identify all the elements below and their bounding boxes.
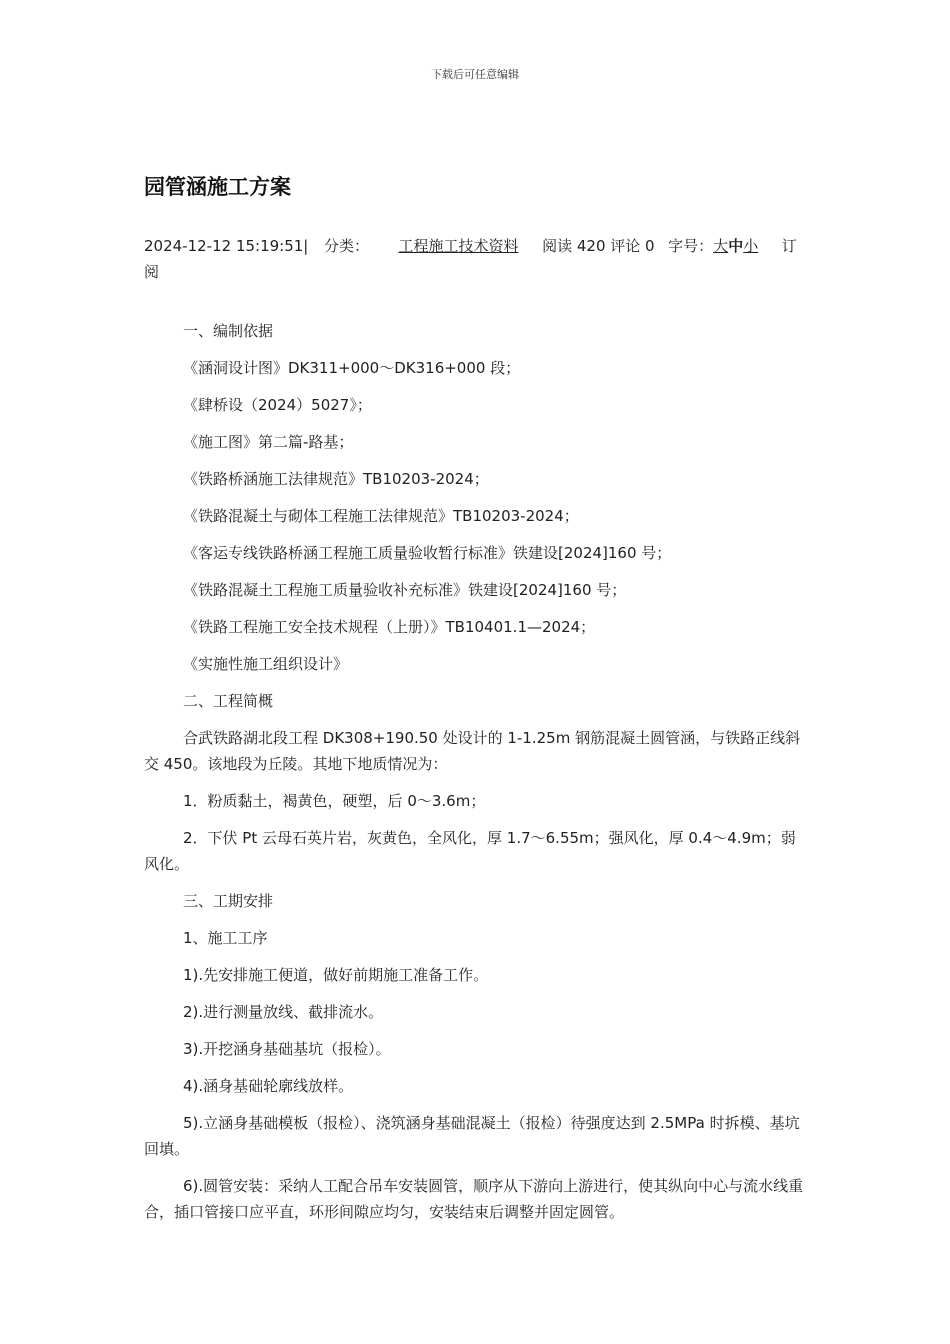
procedure-step: 4).涵身基础轮廓线放样。 [183, 1077, 354, 1095]
article-meta [144, 233, 806, 285]
post-datetime: 2024-12-12 15:19:51| [144, 237, 309, 255]
reference-item: 《肆桥设（2024）5027》； [183, 396, 372, 414]
geology-item: 1．粉质黏土，褐黄色，硬塑，后 0～3.6m； [183, 792, 486, 810]
font-size-label: 字号： [668, 237, 714, 255]
subsection-heading-procedure: 1、施工工序 [183, 929, 268, 947]
reference-item: 《涵洞设计图》DK311+000～DK316+000 段； [183, 359, 521, 377]
reference-item: 《铁路桥涵施工法律规范》TB10203-2024； [183, 470, 489, 488]
section-heading-basis: 一、编制依据 [183, 322, 274, 340]
reference-item: 《铁路混凝土与砌体工程施工法律规范》TB10203-2024； [183, 507, 579, 525]
section-heading-schedule: 三、工期安排 [183, 892, 274, 910]
reference-item: 《铁路工程施工安全技术规程（上册）》TB10401.1—2024； [183, 618, 596, 636]
procedure-step: 5).立涵身基础模板（报检）、浇筑涵身基础混凝土（报检）待强度达到 2.5MPa 时拆模、基坑回填。 [144, 1114, 800, 1158]
procedure-step: 1).先安排施工便道，做好前期施工准备工作。 [183, 966, 489, 984]
reference-item: 《客运专线铁路桥涵工程施工质量验收暂行标准》铁建设[2024]160 号； [183, 544, 672, 562]
reference-item: 《实施性施工组织设计》 [183, 655, 349, 673]
category-link[interactable]: 工程施工技术资料 [398, 237, 519, 255]
font-size-small-link[interactable]: 小 [743, 237, 759, 255]
font-size-medium-current: 中 [728, 237, 744, 255]
read-count: 阅读 420 [542, 237, 606, 255]
section-heading-overview: 二、工程简概 [183, 692, 274, 710]
page-header-note: 下载后可任意编辑 [431, 68, 519, 81]
geology-item: 2．下伏 Pt 云母石英片岩，灰黄色，全风化，厚 1.7～6.55m；强风化，厚 0.4～4.9m；弱风化。 [144, 829, 796, 873]
font-size-large-link[interactable]: 大 [713, 237, 729, 255]
procedure-step: 2).进行测量放线、截排流水。 [183, 1003, 384, 1021]
overview-paragraph: 合武铁路湖北段工程 DK308+190.50 处设计的 1-1.25m 钢筋混凝土圆管涵，与铁路正线斜交 450。该地段为丘陵。其地下地质情况为： [144, 729, 801, 773]
procedure-step: 6).圆管安装：采纳人工配合吊车安装圆管，顺序从下游向上游进行，使其纵向中心与流水线重合，插口管接口应平直，环形间隙应均匀，安装结束后调整并固定圆管。 [144, 1177, 804, 1221]
subscribe-link[interactable]: 订阅 [144, 237, 797, 281]
comment-count: 评论 0 [610, 237, 655, 255]
procedure-step: 3).开挖涵身基础基坑（报检）。 [183, 1040, 391, 1058]
reference-item: 《铁路混凝土工程施工质量验收补充标准》铁建设[2024]160 号； [183, 581, 627, 599]
document-title: 园管涵施工方案 [144, 175, 291, 199]
reference-item: 《施工图》第二篇-路基； [183, 433, 354, 451]
category-label: 分类： [323, 237, 369, 255]
article-body [144, 318, 806, 1236]
